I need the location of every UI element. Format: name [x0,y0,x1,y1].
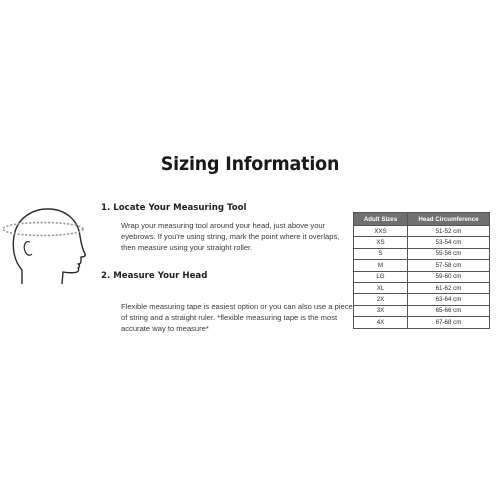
table-row [354,237,490,248]
step-2-heading: 2. Measure Your Head [101,271,208,281]
size-cell: LG [354,271,408,282]
step-2-body: Flexible measuring tape is easiest option or you can also use a piece of string and a straight ruler. *flexible measuring tape is the most accurate way to measure* [121,302,353,333]
circumference-cell: 63-64 cm [408,294,490,305]
circumference-cell: 65-66 cm [408,305,490,316]
step-1-body: Wrap your measuring tool around your head, just above your eyebrows. If you're using string, mark the point where it overlaps, then measure using your straight roller. [121,221,340,252]
table-header-row [354,213,490,226]
head-circumference-icon [0,198,95,288]
table-row [354,260,490,271]
circumference-cell: 55-56 cm [408,248,490,259]
circumference-cell: 59-60 cm [408,271,490,282]
size-cell: 3X [354,305,408,316]
circumference-cell: 51-52 cm [408,226,490,237]
size-cell: 4X [354,317,408,328]
circumference-cell: 67-68 cm [408,317,490,328]
size-chart-table [353,212,490,329]
size-cell: XL [354,282,408,293]
table-row [354,248,490,259]
size-cell: XS [354,237,408,248]
column-header-head-circumference: Head Circumference [408,213,490,226]
table-row [354,317,490,328]
page-title: Sizing Information [160,153,340,175]
table-row [354,271,490,282]
table-row [354,305,490,316]
circumference-cell: 53-54 cm [408,237,490,248]
size-cell: 2X [354,294,408,305]
table-row [354,294,490,305]
size-cell: M [354,260,408,271]
circumference-cell: 61-62 cm [408,282,490,293]
table-row [354,282,490,293]
ear-outline [24,242,32,256]
measuring-tape-ring [3,223,83,236]
size-cell: XXS [354,226,408,237]
column-header-adult-sizes: Adult Sizes [354,213,408,226]
circumference-cell: 57-58 cm [408,260,490,271]
size-cell: S [354,248,408,259]
table-row [354,226,490,237]
step-1-heading: 1. Locate Your Measuring Tool [101,203,247,213]
